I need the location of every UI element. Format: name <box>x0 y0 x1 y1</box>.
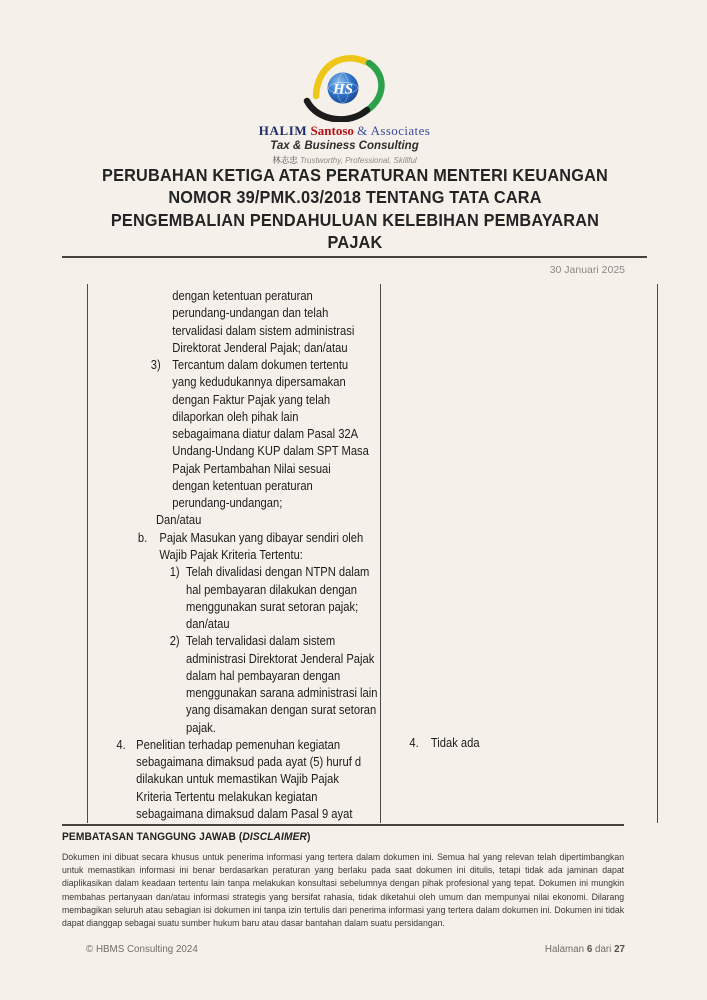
list-text: Telah divalidasi dengan NTPN dalam hal pembayaran dilakukan dengan menggunakan surat setoran pajak; dan/atau <box>186 564 370 632</box>
footer-halaman-label: Halaman <box>544 944 585 955</box>
list-text: Penelitian terhadap pemenuhan kegiatan sebagaimana dimaksud pada ayat (5) huruf d dilakukan untuk memastikan Wajib Pajak Kriteria Tertentu melakukan kegiatan sebagaimana dimaksud dalam Pasal 9 ayat <box>136 736 362 821</box>
list-marker: b. <box>137 529 148 545</box>
document-title <box>62 164 648 253</box>
title-line: NOMOR 39/PMK.03/2018 TENTANG TATA CARA <box>168 187 542 208</box>
list-marker: 4. <box>116 736 126 752</box>
company-name-halim: HALIM <box>258 123 308 138</box>
company-tagline-text: Trustworthy, Professional, Skillful <box>300 156 417 165</box>
footer-page-indicator <box>62 944 625 955</box>
list-marker: 4. <box>409 735 419 750</box>
list-item <box>88 529 379 564</box>
disclaimer-divider <box>62 824 624 826</box>
list-text: Telah tervalidasi dalam sistem administrasi Direktorat Jenderal Pajak dalam hal pembayaran dengan menggunakan sarana administrasi lain yang disamakan dengan surat setoran pajak. <box>186 633 378 735</box>
list-item <box>88 563 379 632</box>
title-divider <box>62 256 647 258</box>
table-column-left <box>88 284 379 823</box>
disclaimer-heading <box>62 831 620 843</box>
list-item <box>381 734 657 751</box>
title-line: PAJAK <box>327 231 383 252</box>
list-marker: 3) <box>150 357 161 373</box>
footer-copyright: © HBMS Consulting 2024 <box>86 944 198 955</box>
disclaimer-heading-word: DISCLAIMER <box>242 831 307 843</box>
company-name <box>0 123 698 139</box>
list-text: Tidak ada <box>430 735 480 750</box>
list-marker: 2) <box>169 633 180 649</box>
company-tagline-cjk: 林志忠 <box>272 155 298 165</box>
table-column-right <box>381 284 657 823</box>
disclaimer-body: Dokumen ini dibuat secara khusus untuk penerima informasi yang tertera dalam dokumen ini. Semua hal yang relevan telah dipertimbangkan untuk memastikan informasi ini benar berdasarkan peraturan yang berlaku pada saat dokumen ini ditulis, tetapi tidak ada jaminan dapat diaplikasikan dalam keadaan tertentu lain tanpa melakukan konsultasi sebelumnya dengan pihak profesional yang tepat. Dokumen ini mungkin membahas pertanyaan dan/atau informasi strategis yang bersifat rahasia, tidak diketahui oleh umum dan mempunyai nilai ekonomi. Dilarang membagikan seluruh atau sebagian isi dokumen ini tanpa izin tertulis dari penerima informasi yang tertera dalam dokumen ini. Dokumen ini tidak dapat dianggap sebagai suatu sumber hukum baru atau dasar bantahan dalam suatu persidangan. <box>62 852 625 930</box>
footer-page-number: 6 <box>586 944 593 955</box>
footer-dari-label: dari <box>595 944 612 955</box>
list-item <box>88 356 379 511</box>
comparison-table <box>87 284 658 823</box>
paragraph <box>88 287 379 356</box>
green-swoosh <box>363 63 381 113</box>
logo-triangle-globe-icon <box>303 50 387 122</box>
paragraph <box>88 511 379 528</box>
list-marker: 1) <box>169 564 180 580</box>
company-name-associates: & Associates <box>357 123 431 138</box>
table-border-right <box>657 284 658 823</box>
list-text: Dan/atau <box>155 512 202 528</box>
document-date: 30 Januari 2025 <box>549 264 625 276</box>
list-text: dengan ketentuan peraturan perundang-undangan dan telah tervalidasi dalam sistem administrasi Direktorat Jenderal Pajak; dan/atau <box>172 288 355 355</box>
company-subtitle: Tax & Business Consulting <box>270 140 419 152</box>
logo-monogram: HS <box>332 81 353 98</box>
list-item <box>88 632 379 736</box>
black-swoosh <box>307 101 367 119</box>
company-logo <box>0 50 698 166</box>
list-text: Pajak Masukan yang dibayar sendiri oleh Wajib Pajak Kriteria Tertentu: <box>159 529 364 562</box>
company-name-santoso: Santoso <box>310 123 354 138</box>
disclaimer-heading-prefix: PEMBATASAN TANGGUNG JAWAB ( <box>62 831 243 843</box>
list-item <box>88 736 379 822</box>
list-text: Tercantum dalam dokumen tertentu yang kedudukannya dipersamakan dengan Faktur Pajak yang telah dilaporkan oleh pihak lain sebagaimana diatur dalam Pasal 32A Undang-Undang KUP dalam SPT Masa Pajak Pertambahan Nilai sesuai dengan ketentuan peraturan perundang-undangan; <box>172 357 369 511</box>
title-line: PENGEMBALIAN PENDAHULUAN KELEBIHAN PEMBAYARAN <box>110 209 600 230</box>
title-line: PERUBAHAN KETIGA ATAS PERATURAN MENTERI KEUANGAN <box>102 165 608 185</box>
footer-page-total: 27 <box>614 944 625 955</box>
disclaimer-heading-suffix: ) <box>306 831 311 843</box>
